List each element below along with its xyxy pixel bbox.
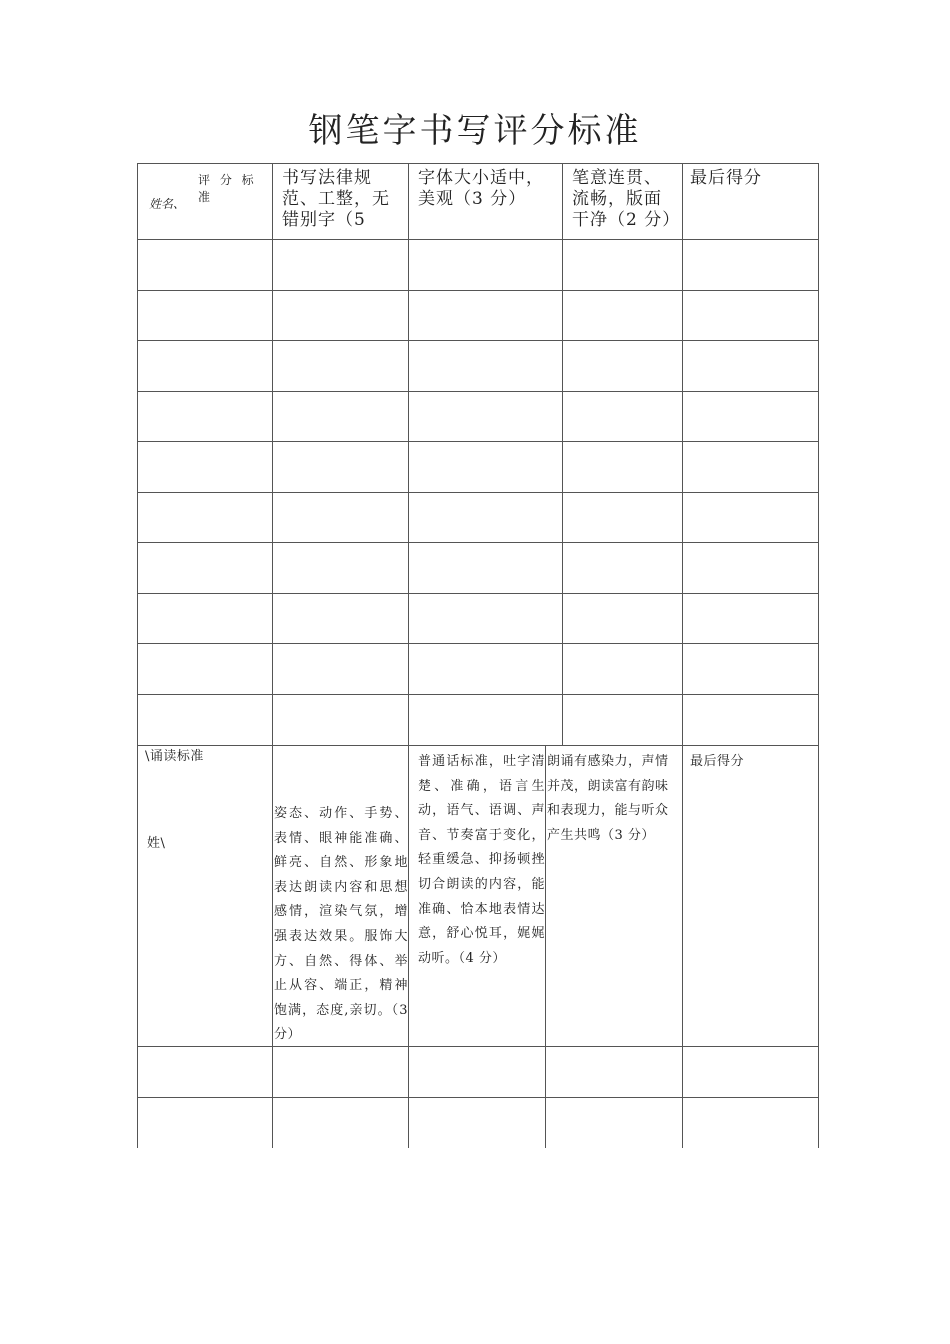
header-writing-standard: 书写法律规范、工整，无错别字（5 xyxy=(282,168,390,230)
table-line xyxy=(137,163,138,745)
table-line xyxy=(682,163,683,745)
table-line xyxy=(137,1097,818,1098)
header-pronunciation: 普通话标准，吐字清楚、准确，语言生动，语气、语调、声音、节奏富于变化，轻重缓急、抑扬顿挫切合朗读的内容，能准确、恰本地表情达意，舒心悦耳，娓娓动听。（4 分） xyxy=(418,754,545,966)
table-line xyxy=(562,163,563,745)
table-line xyxy=(137,340,818,341)
table-line xyxy=(408,745,409,1148)
table-line xyxy=(137,290,818,291)
corner-label-criteria: \诵读标准 xyxy=(145,749,204,764)
header-expressiveness: 朗诵有感染力，声情并茂，朗读富有韵味和表现力，能与听众产生共鸣（3 分） xyxy=(547,754,669,843)
table-line xyxy=(137,239,818,240)
table-line xyxy=(137,542,818,543)
table-line xyxy=(818,745,819,1148)
header-posture-expression: 姿态、动作、手势、表情、眼神能准确、鲜亮、自然、形象地表达朗读内容和思想感情，渲染气氛，增强表达效果。服饰大方、自然、得体、举止从容、端正，精神饱满，态度,亲切。（3 分） xyxy=(274,806,408,1043)
header-final-score: 最后得分 xyxy=(690,168,762,188)
page-title: 钢笔字书写评分标准 xyxy=(308,111,642,151)
table-line xyxy=(137,593,818,594)
table-line xyxy=(272,745,273,1148)
table-line xyxy=(818,163,819,745)
header-final-score: 最后得分 xyxy=(690,754,745,769)
corner-label-name: 姓\ xyxy=(147,836,166,851)
table-line xyxy=(408,163,409,745)
table-line xyxy=(137,163,818,164)
table-line xyxy=(137,745,138,1148)
table-line xyxy=(137,391,818,392)
header-stroke-flow: 笔意连贯、流畅，版面干净（2 分） xyxy=(572,168,681,230)
table-line xyxy=(137,492,818,493)
table-line xyxy=(682,745,683,1148)
table-line xyxy=(137,1046,818,1047)
corner-label-name: 姓名、 xyxy=(149,197,186,211)
table-line xyxy=(272,163,273,745)
table-line xyxy=(545,745,546,1148)
table-line xyxy=(137,694,818,695)
table-line xyxy=(137,643,818,644)
corner-label-criteria: 评 分 标 准 xyxy=(198,173,257,204)
header-font-size: 字体大小适中，美观（3 分） xyxy=(418,168,544,209)
table-line xyxy=(137,441,818,442)
